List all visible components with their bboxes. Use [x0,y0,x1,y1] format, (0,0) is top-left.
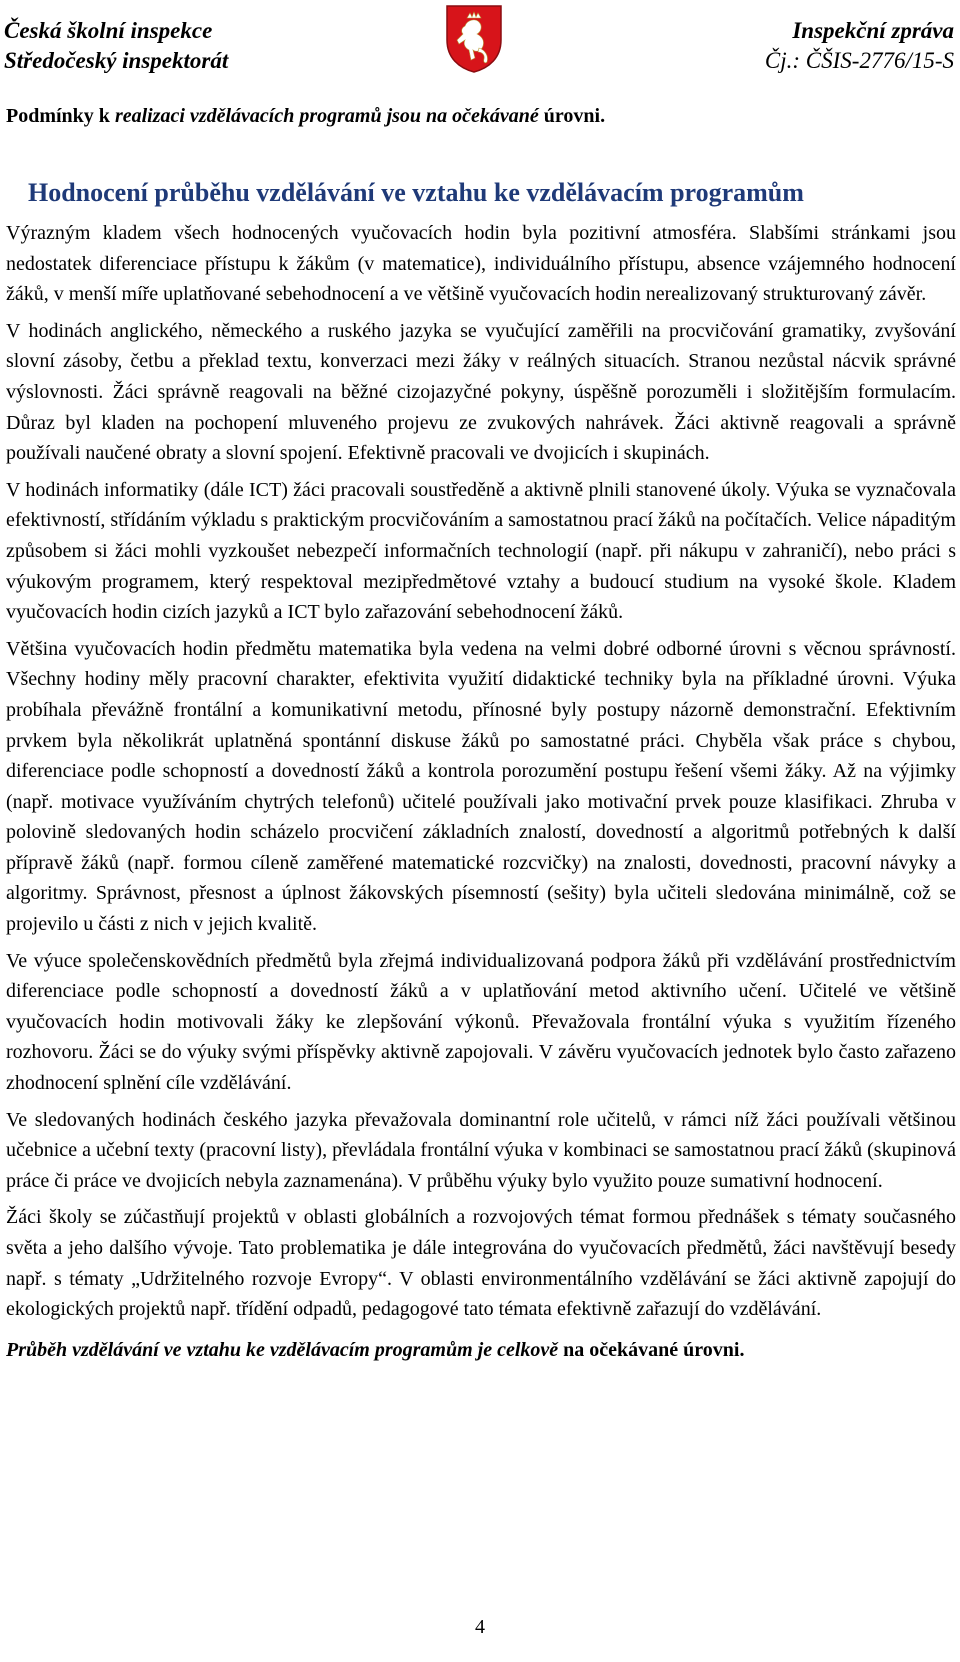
paragraph-social-sciences: Ve výuce společenskovědních předmětů byla zřejmá individualizovaná podpora žáků při vzdělávání prostřednictvím diferenciace podle schopností a dovedností žáků a v uplatňování metod aktivního učení. Učitelé ve většině vyučovacích hodin motivovali žáky ke zlepšování výkonů. Převažovala frontální výuka s využitím řízeného rozhovoru. Žáci se do výuky svými příspěvky aktivně zapojovali. V závěru vyučovacích jednotek bylo často zařazeno zhodnocení splnění cíle vzdělávání. [6,949,956,1095]
conclusion-emphasis: Průběh vzdělávání ve vztahu ke vzdělávacím programům je celkově [6,1338,559,1361]
organization-name: Česká školní inspekce [4,18,213,43]
paragraph-informatics: V hodinách informatiky (dále ICT) žáci pracovali soustředěně a aktivně plnili stanovené úkoly. Výuka se vyznačovala efektivností, střídáním výkladu s praktickým procvičováním a samostatnou prací žáků na počítačích. Velice nápaditým způsobem si žáci mohli vyzkoušet nebezpečí informačních technologií (např. při nákupu v zahraničí), nebo práci s výukovým programem, který respektoval mezipředmětové vztahy a budoucí studium na vysoké škole. Kladem vyučovacích hodin cizích jazyků a ICT bylo zařazování sebehodnocení žáků. [6,478,956,624]
summary-emphasis: realizaci vzdělávacích programů jsou na očekávané [114,105,539,127]
document-type: Inspekční zpráva [792,18,954,43]
organization-unit: Středočeský inspektorát [4,48,229,73]
document-info-block [765,16,954,76]
conclusion-tail: na očekávané úrovni. [558,1338,745,1361]
summary-lead: Podmínky k [6,105,115,127]
page-number: 4 [475,1616,485,1638]
coat-of-arms-icon [445,4,503,74]
paragraph-atmosphere: Výrazným kladem všech hodnocených vyučovacích hodin byla pozitivní atmosféra. Slabšími stránkami jsou nedostatek diferenciace přístupu k žákům (v matematice), individuálního přístupu, absence vzájemného hodnocení žáků, v menší míře uplatňované sebehodnocení a ve většině vyučovacích hodin nerealizovaný strukturovaný závěr. [6,222,956,306]
document-body [6,102,956,1365]
section-heading: Hodnocení průběhu vzdělávání ve vztahu ke vzdělávacím programům [28,178,804,207]
paragraph-projects: Žáci školy se zúčastňují projektů v oblasti globálních a rozvojových témat formou přednášek s tématy současného světa a jeho dalšího vývoje. Tato problematika je dále integrována do vyučovacích předmětů, žáci navštěvují besedy např. s tématy „Udržitelného rozvoje Evropy“. V oblasti environmentálního vzdělávání se žáci aktivně zapojují do ekologických projektů např. třídění odpadů, pedagogové tato témata efektivně zařazují do vzdělávání. [6,1206,956,1321]
paragraph-mathematics: Většina vyučovacích hodin předmětu matematika byla vedena na velmi dobré odborné úrovni s věcnou správností. Všechny hodiny měly pracovní charakter, efektivita využití didaktické techniky byla na příkladné úrovni. Výuka probíhala převážně frontální a komunikativní metodu, přínosné byly postupy názorně demonstrační. Efektivním prvkem byla několikrát uplatněná spontánní diskuse žáků po samostatné práci. Chyběla však práce s chybou, diferenciace podle schopností a dovedností žáků a kontrola porozumění postupu řešení všemi žáky. Až na výjimky (např. motivace využíváním chytrých telefonů) učitelé používali jako motivační prvek pouze klasifikaci. Zhruba v polovině sledovaných hodin scházelo procvičení základních znalostí, dovedností a algoritmů potřebných k další přípravě žáků (např. formou cíleně zaměřené matematické rozcvičky) na znalosti, dovednosti, pracovní návyky a algoritmy. Správnost, přesnost a úplnost žákovských písemností (sešity) byla učiteli sledována minimálně, což se projevilo u části z nich v jejich kvalitě. [6,637,956,936]
document-reference: Čj.: ČŠIS-2776/15-S [764,48,954,73]
summary-tail: úrovni. [538,105,606,127]
paragraph-foreign-languages: V hodinách anglického, německého a ruského jazyka se vyučující zaměřili na procvičování gramatiky, zvyšování slovní zásoby, četbu a překlad textu, konverzaci mezi žáky v reálných situacích. Stranou nezůstal nácvik správné výslovnosti. Žáci správně reagovali na běžné cizojazyčné pokyny, úspěšně porozuměli i složitějším formulacím. Důraz byl kladen na pochopení mluveného projevu ze zvukových nahrávek. Žáci aktivně reagovali a správně používali naučené obraty a slovní spojení. Efektivně pracovali ve dvojicích i skupinách. [6,319,956,465]
page-header [0,0,960,90]
conditions-summary [6,102,956,130]
organization-block [4,16,228,76]
paragraph-czech-language: Ve sledovaných hodinách českého jazyka převažovala dominantní role učitelů, v rámci níž žáci používali většinou učebnice a učební texty (pracovní listy), převládala frontální výuka v kombinaci se samostatnou prací žáků (skupinová práce či práce ve dvojicích nebyla zaznamenána). V průběhu výuky bylo využito pouze sumativní hodnocení. [6,1108,956,1192]
section-conclusion [6,1335,956,1365]
